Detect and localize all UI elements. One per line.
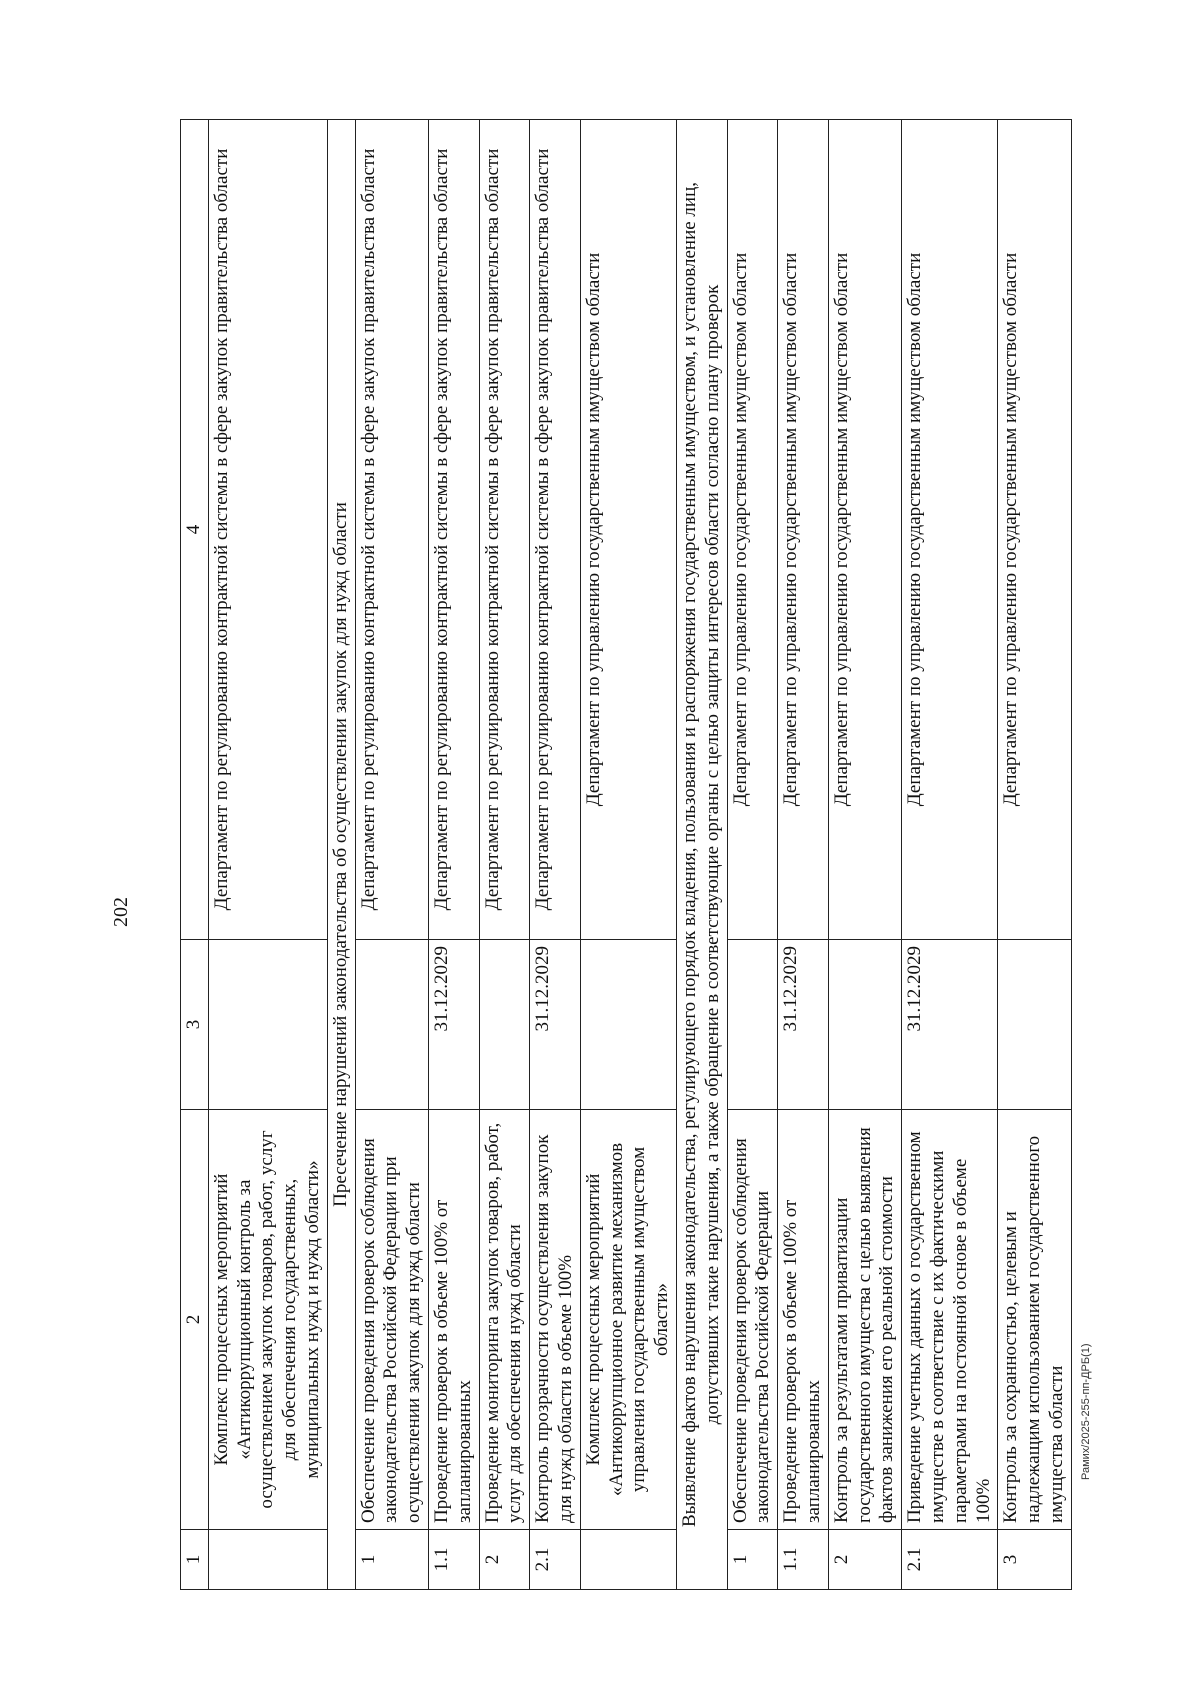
row-deadline (208, 940, 327, 1110)
row-deadline: 31.12.2029 (778, 940, 829, 1110)
row-deadline (479, 940, 530, 1110)
row-number: 2 (479, 1530, 530, 1590)
row-deadline (828, 940, 901, 1110)
section-row (676, 120, 727, 1590)
row-number: 1.1 (428, 1530, 479, 1590)
row-responsible: Департамент по регулированию контрактной системы в сфере закупок правительства области (479, 120, 530, 940)
row-deadline (355, 940, 428, 1110)
table-row (778, 120, 829, 1590)
row-description: Контроль за результатами приватизации государственного имущества с целью выявления фактов занижения его реальной стоимости (828, 1110, 901, 1530)
table-row (828, 120, 901, 1590)
row-number: 2 (828, 1530, 901, 1590)
table-row (530, 120, 581, 1590)
row-description: Контроль за сохранностью, целевым и надлежащим использованием государственного имущества области (998, 1110, 1071, 1530)
row-responsible: Департамент по регулированию контрактной системы в сфере закупок правительства области (428, 120, 479, 940)
row-number: 2.1 (902, 1530, 998, 1590)
row-deadline (727, 940, 778, 1110)
row-description: Комплекс процессных мероприятий «Антикоррупционный контроль за осуществлением закупок товаров, работ, услуг для обеспечения государственных, муниципальных нужд и нужд области» (208, 1110, 327, 1530)
row-responsible: Департамент по управлению государственным имуществом области (727, 120, 778, 940)
row-deadline (580, 940, 676, 1110)
row-description: Приведение учетных данных о государственном имуществе в соответствие с их фактическими параметрами на постоянной основе в объеме 100% (902, 1110, 998, 1530)
row-description: Обеспечение проведения проверок соблюдения законодательства Российской Федерации при осуществлении закупок для нужд области (355, 1110, 428, 1530)
row-deadline: 31.12.2029 (902, 940, 998, 1110)
table-row (479, 120, 530, 1590)
row-description: Контроль прозрачности осуществления закупок для нужд области в объеме 100% (530, 1110, 581, 1530)
row-responsible: Департамент по регулированию контрактной системы в сфере закупок правительства области (530, 120, 581, 940)
document-code: Рамих/2025-255-пп-ДРБ(1) (1080, 1343, 1092, 1480)
row-number: 1 (355, 1530, 428, 1590)
activities-table (180, 119, 1072, 1590)
row-deadline: 31.12.2029 (530, 940, 581, 1110)
column-header: 3 (181, 940, 209, 1110)
row-number: 3 (998, 1530, 1071, 1590)
row-responsible: Департамент по управлению государственным имуществом области (998, 120, 1071, 940)
table-row (998, 120, 1071, 1590)
table-row (355, 120, 428, 1590)
row-responsible: Департамент по регулированию контрактной системы в сфере закупок правительства области (355, 120, 428, 940)
row-number: 1.1 (778, 1530, 829, 1590)
table-row (428, 120, 479, 1590)
section-title: Пресечение нарушений законодательства об осуществлении закупок для нужд области (327, 120, 355, 1590)
row-responsible: Департамент по управлению государственным имуществом области (580, 120, 676, 940)
row-responsible: Департамент по управлению государственным имуществом области (902, 120, 998, 940)
row-description: Проведение проверок в объеме 100% от запланированных (778, 1110, 829, 1530)
row-number: 1 (727, 1530, 778, 1590)
table-body (181, 120, 1072, 1590)
row-description: Комплекс процессных мероприятий «Антикоррупционное развитие механизмов управления государственным имуществом области» (580, 1110, 676, 1530)
row-deadline: 31.12.2029 (428, 940, 479, 1110)
row-deadline (998, 940, 1071, 1110)
section-title: Выявление фактов нарушения законодательства, регулирующего порядок владения, пользования и распоряжения государственным имуществом, и установление лиц, допустивших такие нарушения, а также обращение в соответствующие органы с целью защиты интересов области согласно плану проверок (676, 120, 727, 1590)
table-row (902, 120, 998, 1590)
row-responsible: Департамент по управлению государственным имуществом области (828, 120, 901, 940)
row-description: Обеспечение проведения проверок соблюдения законодательства Российской Федерации (727, 1110, 778, 1530)
column-header: 2 (181, 1110, 209, 1530)
page-number: 202 (110, 897, 132, 927)
subgroup-row (580, 120, 676, 1590)
section-row (327, 120, 355, 1590)
column-header: 4 (181, 120, 209, 940)
subgroup-row (208, 120, 327, 1590)
row-description: Проведение проверок в объеме 100% от запланированных (428, 1110, 479, 1530)
header-row (181, 120, 209, 1590)
row-number (208, 1530, 327, 1590)
row-responsible: Департамент по регулированию контрактной системы в сфере закупок правительства области (208, 120, 327, 940)
row-number: 2.1 (530, 1530, 581, 1590)
column-header: 1 (181, 1530, 209, 1590)
row-description: Проведение мониторинга закупок товаров, работ, услуг для обеспечения нужд области (479, 1110, 530, 1530)
row-number (580, 1530, 676, 1590)
rotated-table-container (180, 120, 1067, 1590)
row-responsible: Департамент по управлению государственным имуществом области (778, 120, 829, 940)
table-row (727, 120, 778, 1590)
